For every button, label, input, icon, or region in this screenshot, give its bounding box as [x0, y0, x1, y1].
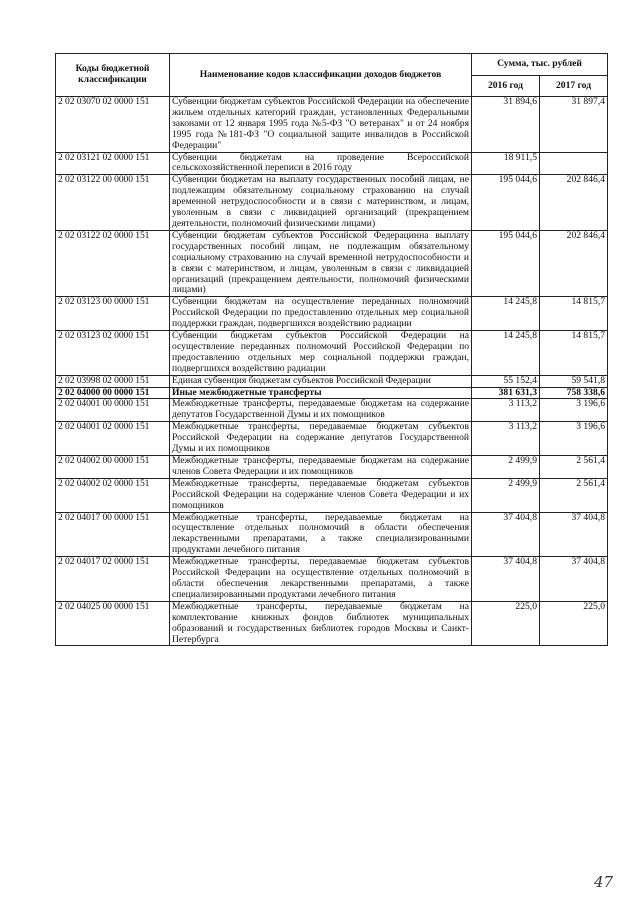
- header-sum: Сумма, тыс. рублей: [472, 54, 608, 76]
- amount-2017-cell: [540, 152, 608, 175]
- name-cell: Иные межбюджетные трансферты: [170, 387, 472, 399]
- amount-2017-cell: 37 404,8: [540, 557, 608, 602]
- budget-revenue-table: [55, 53, 608, 646]
- name-cell: Межбюджетные трансферты, передаваемые бюджетам на комплектование книжных фондов библиотек муниципальных образований и государственных библиотек городов Москвы и Санкт-Петербурга: [170, 601, 472, 646]
- amount-2017-cell: 758 338,6: [540, 387, 608, 399]
- amount-2017-cell: 2 561,4: [540, 456, 608, 479]
- amount-2016-cell: 14 245,8: [472, 297, 540, 331]
- amount-2016-cell: 31 894,6: [472, 97, 540, 153]
- name-cell: Субвенции бюджетам на выплату государственных пособий лицам, не подлежащим обязательному социальному страхованию на случай временной нетрудоспособности и в связи с материнством, и лицам, уволенным в связи с ликвидацией организаций (прекращением деятельности, полномочий физическими лицами): [170, 175, 472, 231]
- name-cell: Межбюджетные трансферты, передаваемые бюджетам на содержание депутатов Государственной Думы и их помощников: [170, 399, 472, 422]
- table-row: [56, 152, 608, 175]
- code-cell: 2 02 04000 00 0000 151: [56, 387, 170, 399]
- table-row: [56, 422, 608, 456]
- amount-2016-cell: 3 113,2: [472, 399, 540, 422]
- amount-2016-cell: 381 631,3: [472, 387, 540, 399]
- amount-2017-cell: 3 196,6: [540, 422, 608, 456]
- code-cell: 2 02 04002 02 0000 151: [56, 478, 170, 512]
- table-row: [56, 399, 608, 422]
- table-row: [56, 456, 608, 479]
- amount-2016-cell: 37 404,8: [472, 557, 540, 602]
- amount-2017-cell: 2 561,4: [540, 478, 608, 512]
- amount-2017-cell: 31 897,4: [540, 97, 608, 153]
- table-row: [56, 97, 608, 153]
- amount-2017-cell: 14 815,7: [540, 297, 608, 331]
- code-cell: 2 02 04001 00 0000 151: [56, 399, 170, 422]
- amount-2017-cell: 3 196,6: [540, 399, 608, 422]
- amount-2016-cell: 195 044,6: [472, 230, 540, 296]
- header-codes: Коды бюджетной классификации: [56, 54, 170, 97]
- code-cell: 2 02 04017 02 0000 151: [56, 557, 170, 602]
- code-cell: 2 02 03122 00 0000 151: [56, 175, 170, 231]
- table-row: [56, 478, 608, 512]
- code-cell: 2 02 03122 02 0000 151: [56, 230, 170, 296]
- amount-2017-cell: 225,0: [540, 601, 608, 646]
- amount-2017-cell: 202 846,4: [540, 175, 608, 231]
- name-cell: Межбюджетные трансферты, передаваемые бюджетам субъектов Российской Федерации на осуществление отдельных полномочий в области обеспечения лекарственными препаратами, а также специализированными продуктами лечебного питания: [170, 557, 472, 602]
- table-row: [56, 601, 608, 646]
- name-cell: Межбюджетные трансферты, передаваемые бюджетам на содержание членов Совета Федерации и их помощников: [170, 456, 472, 479]
- amount-2016-cell: 195 044,6: [472, 175, 540, 231]
- code-cell: 2 02 04017 00 0000 151: [56, 512, 170, 557]
- name-cell: Субвенции бюджетам на осуществление переданных полномочий Российской Федерации по предоставлению отдельных мер социальной поддержки граждан, подвергшихся воздействию радиации: [170, 297, 472, 331]
- name-cell: Межбюджетные трансферты, передаваемые бюджетам на осуществление отдельных полномочий в области обеспечения лекарственными препаратами, а также специализированными продуктами лечебного питания: [170, 512, 472, 557]
- amount-2016-cell: 37 404,8: [472, 512, 540, 557]
- code-cell: 2 02 03998 02 0000 151: [56, 375, 170, 387]
- code-cell: 2 02 04001 02 0000 151: [56, 422, 170, 456]
- amount-2016-cell: 225,0: [472, 601, 540, 646]
- table-row: [56, 175, 608, 231]
- code-cell: 2 02 03070 02 0000 151: [56, 97, 170, 153]
- header-name: Наименование кодов классификации доходов бюджетов: [170, 54, 472, 97]
- name-cell: Межбюджетные трансферты, передаваемые бюджетам субъектов Российской Федерации на содержание депутатов Государственной Думы и их помощников: [170, 422, 472, 456]
- code-cell: 2 02 03121 02 0000 151: [56, 152, 170, 175]
- table-row: [56, 512, 608, 557]
- name-cell: Субвенции бюджетам на проведение Всероссийской сельскохозяйственной переписи в 2016 году: [170, 152, 472, 175]
- name-cell: Субвенции бюджетам субъектов Российской Федерацинна выплату государственных пособий лицам, не подлежащим обязательному социальному страхованию на случай временной нетрудоспособности и в связи с материнством, и лицам, уволенным в связи с ликвидацией организаций (прекращением деятельности, полномочий физическими лицами): [170, 230, 472, 296]
- page-number: 47: [594, 873, 614, 891]
- table-row: [56, 557, 608, 602]
- name-cell: Межбюджетные трансферты, передаваемые бюджетам субъектов Российской Федерации на содержание членов Совета Федерации и их помощников: [170, 478, 472, 512]
- table-row: [56, 331, 608, 376]
- table-row: [56, 297, 608, 331]
- code-cell: 2 02 04002 00 0000 151: [56, 456, 170, 479]
- amount-2016-cell: 3 113,2: [472, 422, 540, 456]
- amount-2016-cell: 55 152,4: [472, 375, 540, 387]
- amount-2016-cell: 18 911,5: [472, 152, 540, 175]
- amount-2016-cell: 14 245,8: [472, 331, 540, 376]
- name-cell: Субвенции бюджетам субъектов Российской Федерации на осуществление переданных полномочий Российской Федерации по предоставлению отдельных мер социальной поддержки граждан, подвергшихся воздействию радиации: [170, 331, 472, 376]
- table-row: [56, 387, 608, 399]
- code-cell: 2 02 04025 00 0000 151: [56, 601, 170, 646]
- amount-2016-cell: 2 499,9: [472, 456, 540, 479]
- amount-2016-cell: 2 499,9: [472, 478, 540, 512]
- header-year-2017: 2017 год: [540, 76, 608, 97]
- amount-2017-cell: 202 846,4: [540, 230, 608, 296]
- table-body: [56, 97, 608, 646]
- table-row: [56, 375, 608, 387]
- name-cell: Единая субвенция бюджетам субъектов Российской Федерации: [170, 375, 472, 387]
- code-cell: 2 02 03123 02 0000 151: [56, 331, 170, 376]
- header-year-2016: 2016 год: [472, 76, 540, 97]
- table-row: [56, 230, 608, 296]
- code-cell: 2 02 03123 00 0000 151: [56, 297, 170, 331]
- amount-2017-cell: 14 815,7: [540, 331, 608, 376]
- amount-2017-cell: 37 404,8: [540, 512, 608, 557]
- amount-2017-cell: 59 541,8: [540, 375, 608, 387]
- name-cell: Субвенции бюджетам субъектов Российской Федерации на обеспечение жильем отдельных категорий граждан, установленных Федеральными законами от 12 января 1995 года №5-ФЗ "О ветеранах" и от 24 ноября 1995 года №181-ФЗ "О социальной защите инвалидов в Российской Федерации": [170, 97, 472, 153]
